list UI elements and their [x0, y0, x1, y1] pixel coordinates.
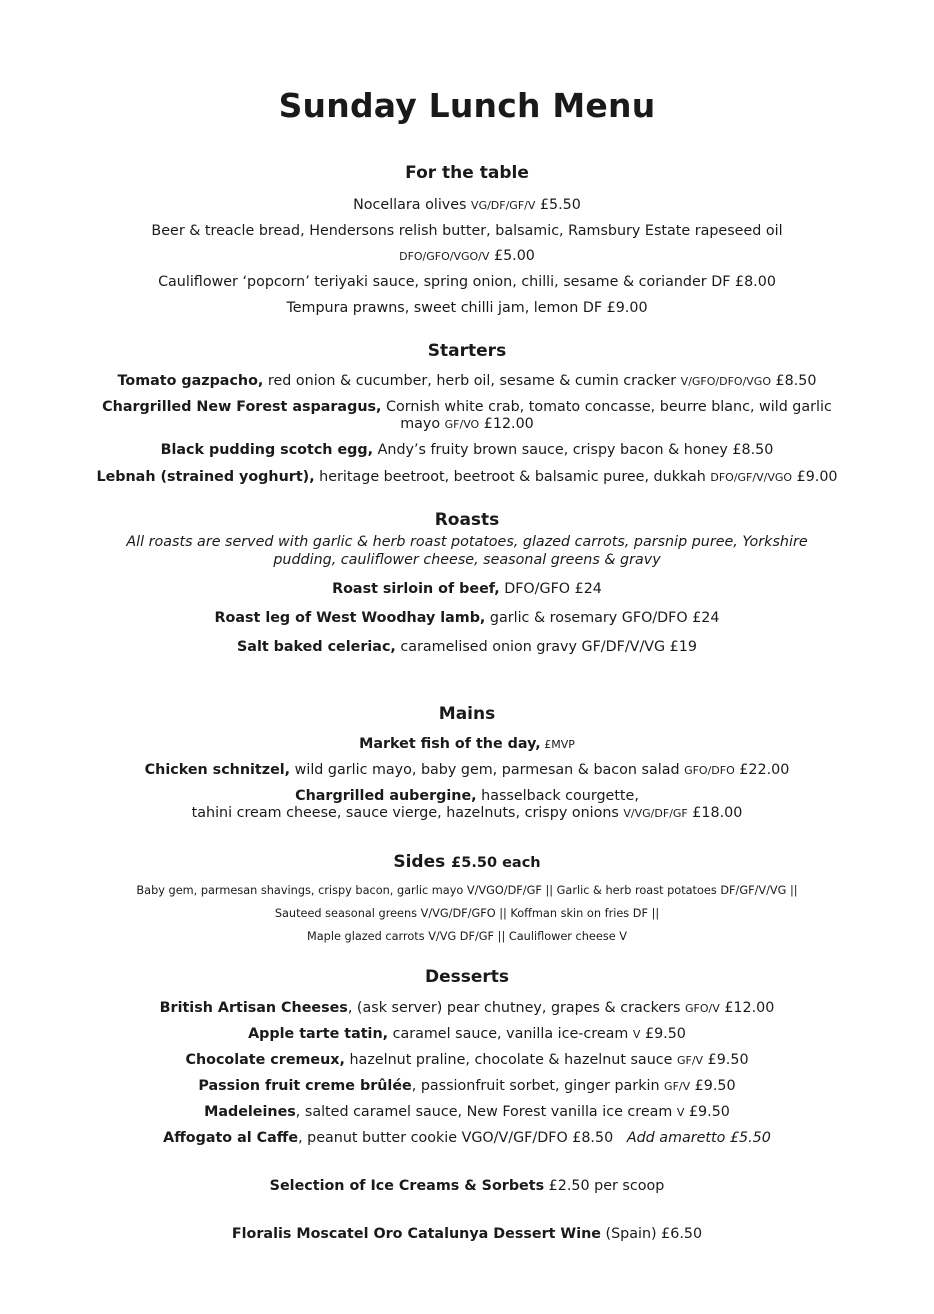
item-desc: caramel sauce, vanilla ice-cream [388, 1026, 633, 1042]
item-name: Chargrilled aubergine, [295, 788, 477, 804]
page-title: Sunday Lunch Menu [278, 86, 656, 125]
item-desc: hazelnut praline, chocolate & hazelnut sauce [344, 1052, 677, 1068]
diet-tags: V/VG/DF/GF [623, 807, 688, 820]
item-price: £12.00 [719, 1000, 775, 1016]
menu-item-affogato [40, 1129, 894, 1147]
item-desc: wild garlic mayo, baby gem, parmesan & bacon salad [290, 762, 685, 778]
menu-item-cheeses [40, 999, 894, 1018]
item-desc: heritage beetroot, beetroot & balsamic puree, dukkah [314, 469, 711, 485]
item-desc: Andy’s fruity brown sauce, crispy bacon & honey £8.50 [373, 442, 774, 458]
menu-item-celeriac [40, 638, 894, 656]
menu-item-madeleines [40, 1103, 894, 1122]
diet-tags: GF/V [676, 1054, 704, 1067]
item-name: Selection of Ice Creams & Sorbets [269, 1178, 545, 1194]
diet-tags: GF/VO [444, 418, 480, 431]
diet-tags: GFO/V [685, 1002, 720, 1015]
item-desc: DFO/GFO £24 [499, 581, 602, 597]
item-desc: , peanut butter cookie VGO/V/GF/DFO £8.50 [298, 1130, 614, 1146]
item-price: £9.50 [640, 1026, 686, 1042]
menu-item-schnitzel [40, 761, 894, 780]
item-name: Apple tarte tatin, [248, 1026, 389, 1042]
diet-tags: V [632, 1028, 641, 1041]
item-desc: red onion & cucumber, herb oil, sesame & cumin cracker [263, 373, 681, 389]
item-desc: £2.50 per scoop [544, 1178, 665, 1194]
menu-item-prawns: Tempura prawns, sweet chilli jam, lemon DF £9.00 [286, 300, 648, 316]
item-price: £5.00 [493, 248, 535, 264]
menu-item-gazpacho [40, 372, 894, 391]
menu-item-dessert-wine [40, 1225, 894, 1243]
item-name: Chargrilled New Forest asparagus, [102, 399, 382, 415]
diet-tags: DFO/GFO/VGO/V [399, 250, 490, 263]
item-name: Salt baked celeriac, [237, 639, 396, 655]
sides-heading-price: £5.50 each [451, 855, 541, 871]
item-desc: tahini cream cheese, sauce vierge, hazelnuts, crispy onions [191, 805, 624, 821]
item-name: British Artisan Cheeses [159, 1000, 348, 1016]
menu-item-fish [40, 735, 894, 754]
diet-tags: GFO/DFO [684, 764, 735, 777]
item-name: Chocolate cremeux, [185, 1052, 345, 1068]
diet-tags: VG/DF/GF/V [471, 199, 536, 212]
item-desc: garlic & rosemary GFO/DFO £24 [485, 610, 720, 626]
item-name: Chicken schnitzel, [144, 762, 291, 778]
item-price: £9.00 [792, 469, 838, 485]
menu-item-scotch-egg [40, 441, 894, 459]
item-desc: (Spain) £6.50 [600, 1226, 703, 1242]
item-desc: hasselback courgette, [476, 788, 639, 804]
sides-line-3: Maple glazed carrots V/VG DF/GF || Cauliflower cheese V [307, 930, 627, 943]
menu-item-aubergine [40, 787, 894, 805]
item-price: £9.50 [703, 1052, 749, 1068]
menu-item-cauliflower: Cauliflower ‘popcorn’ teriyaki sauce, spring onion, chilli, sesame & coriander DF £8.00 [158, 274, 776, 290]
section-heading-starters: Starters [427, 341, 507, 361]
item-price: £9.50 [690, 1078, 736, 1094]
item-price: £9.50 [684, 1104, 730, 1120]
item-name: Affogato al Caffe [163, 1130, 299, 1146]
menu-item-asparagus [40, 398, 894, 416]
item-price: £22.00 [734, 762, 790, 778]
item-price: £12.00 [479, 416, 534, 432]
roasts-note: All roasts are served with garlic & herb roast potatoes, glazed carrots, parsnip puree, Yorkshire [126, 534, 808, 550]
section-heading-mains: Mains [438, 704, 496, 724]
item-desc: , passionfruit sorbet, ginger parkin [411, 1078, 665, 1094]
diet-tags: GF/V [664, 1080, 691, 1093]
item-desc: , salted caramel sauce, New Forest vanilla ice cream [295, 1104, 677, 1120]
diet-tags: V [676, 1106, 685, 1119]
item-price: £18.00 [687, 805, 743, 821]
section-heading-sides [40, 853, 894, 872]
sides-line-2: Sauteed seasonal greens V/VG/DF/GFO || Koffman skin on fries DF || [274, 907, 660, 920]
menu-item-bread: Beer & treacle bread, Hendersons relish butter, balsamic, Ramsbury Estate rapeseed oil [151, 223, 783, 239]
item-price: £MVP [540, 738, 575, 751]
menu-item-ice-cream [40, 1177, 894, 1195]
menu-item-tatin [40, 1025, 894, 1044]
item-desc: , (ask server) pear chutney, grapes & crackers [347, 1000, 686, 1016]
item-name: Roast sirloin of beef, [332, 581, 500, 597]
roasts-note-cont: pudding, cauliflower cheese, seasonal greens & gravy [273, 552, 661, 568]
item-name: Nocellara olives [353, 197, 467, 213]
section-heading-roasts: Roasts [434, 510, 500, 530]
menu-item-olives [40, 196, 894, 215]
menu-item-bread-tags [40, 247, 894, 266]
item-price: £8.50 [771, 373, 817, 389]
sides-heading-label: Sides [393, 852, 446, 872]
menu-item-lebnah [40, 468, 894, 487]
item-name: Tomato gazpacho, [117, 373, 264, 389]
item-price: £5.50 [539, 197, 581, 213]
section-heading-table: For the table [405, 163, 529, 183]
item-desc: Cornish white crab, tomato concasse, beurre blanc, wild garlic [381, 399, 832, 415]
menu-item-aubergine-cont [40, 804, 894, 823]
item-desc: mayo [400, 416, 445, 432]
item-name: Market fish of the day, [359, 736, 541, 752]
item-name: Madeleines [204, 1104, 296, 1120]
menu-item-lamb [40, 609, 894, 627]
section-heading-desserts: Desserts [424, 967, 510, 987]
item-name: Black pudding scotch egg, [160, 442, 374, 458]
item-desc: caramelised onion gravy GF/DF/V/VG £19 [395, 639, 697, 655]
item-name: Floralis Moscatel Oro Catalunya Dessert Wine [231, 1226, 601, 1242]
item-name: Lebnah (strained yoghurt), [96, 469, 315, 485]
diet-tags: V/GFO/DFO/VGO [680, 375, 771, 388]
item-name: Roast leg of West Woodhay lamb, [214, 610, 486, 626]
item-addon: Add amaretto £5.50 [626, 1130, 771, 1146]
diet-tags: DFO/GF/V/VGO [710, 471, 793, 484]
sides-line-1: Baby gem, parmesan shavings, crispy bacon, garlic mayo V/VGO/DF/GF || Garlic & herb roast potatoes DF/GF/V/VG || [136, 884, 798, 897]
menu-item-cremeux [40, 1051, 894, 1070]
menu-item-asparagus-cont [40, 415, 894, 434]
item-name: Passion fruit creme brûlée [198, 1078, 412, 1094]
menu-item-brulee [40, 1077, 894, 1096]
menu-item-beef [40, 580, 894, 598]
